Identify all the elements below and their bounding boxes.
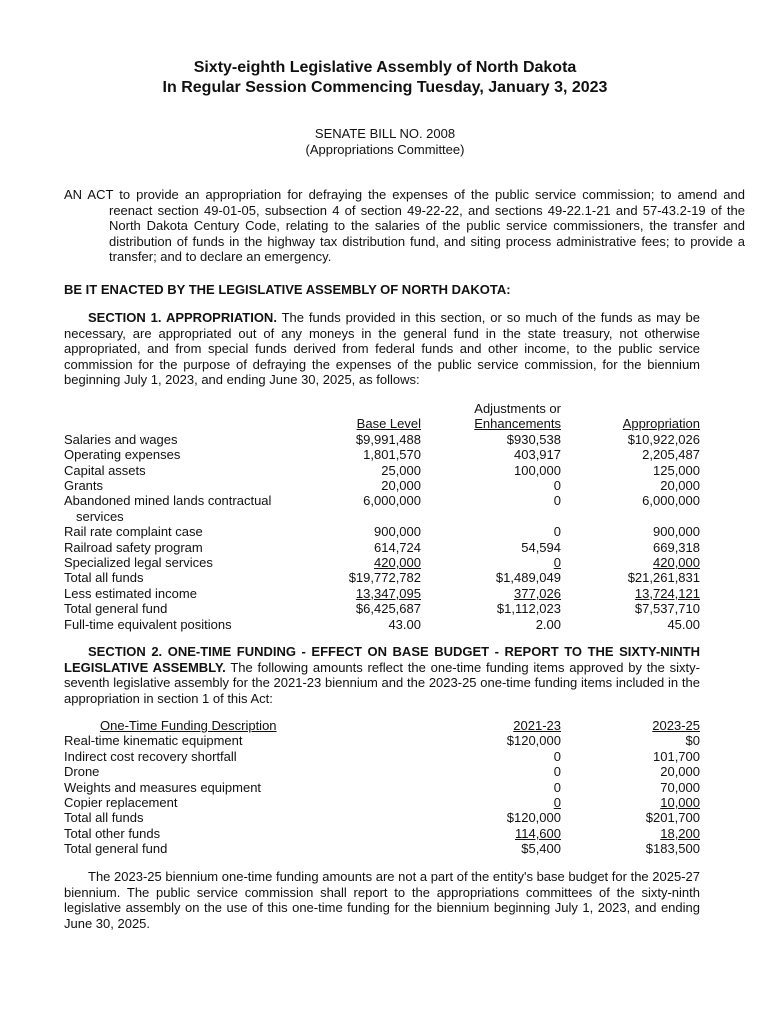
- row-label: Abandoned mined lands contractual services: [64, 493, 272, 524]
- enacting-clause: BE IT ENACTED BY THE LEGISLATIVE ASSEMBLY OF NORTH DAKOTA:: [64, 282, 511, 297]
- base-level-value: $9,991,488: [355, 431, 421, 447]
- row-label: Indirect cost recovery shortfall: [64, 748, 237, 764]
- value-2021-23: 0: [553, 764, 561, 780]
- row-label: Total all funds: [64, 810, 144, 826]
- value-2023-25: 10,000: [660, 794, 700, 810]
- table-row: [64, 601, 700, 616]
- section2-heading: SECTION 2. ONE-TIME FUNDING - EFFECT ON BASE BUDGET - REPORT TO THE SIXTY-NINTH LEGISLATIVE ASSEMBLY.: [64, 644, 700, 675]
- section1-heading: SECTION 1. APPROPRIATION.: [88, 310, 277, 325]
- base-level-value: 614,724: [374, 539, 421, 555]
- value-2023-25: 70,000: [660, 779, 700, 795]
- value-2023-25: $183,500: [645, 841, 700, 857]
- table-row: [64, 540, 700, 555]
- appropriation-value: 2,205,487: [642, 447, 700, 463]
- table-row: [64, 586, 700, 601]
- section1-paragraph: [64, 310, 700, 388]
- section2-paragraph: [64, 644, 700, 706]
- adjustment-value: 2.00: [535, 616, 561, 632]
- section2-text: The following amounts reflect the one-time funding items approved by the sixty-seventh legislative assembly for the 2021-23 biennium and the 2023-25 one-time funding items included in the appropriation in section 1 of this Act:: [64, 659, 700, 706]
- base-level-value: $19,772,782: [348, 570, 421, 586]
- value-2021-23: 114,600: [514, 825, 561, 841]
- value-2023-25: 20,000: [660, 764, 700, 780]
- value-2021-23: 0: [553, 748, 561, 764]
- base-level-value: 13,347,095: [355, 585, 421, 601]
- appropriation-value: 420,000: [653, 554, 700, 570]
- adjustment-value: 403,917: [514, 447, 561, 463]
- committee-name: (Appropriations Committee): [305, 142, 465, 157]
- row-label: Copier replacement: [64, 794, 178, 810]
- session-title: In Regular Session Commencing Tuesday, January 3, 2023: [162, 79, 608, 96]
- appropriation-value: $7,537,710: [634, 601, 700, 617]
- base-level-value: 420,000: [374, 554, 421, 570]
- table-row: [64, 524, 700, 539]
- value-2023-25: $201,700: [645, 810, 700, 826]
- row-label: Salaries and wages: [64, 431, 178, 447]
- value-2023-25: 101,700: [653, 748, 700, 764]
- value-2021-23: $5,400: [521, 841, 561, 857]
- adjustment-value: 0: [553, 554, 561, 570]
- value-2023-25: 18,200: [660, 825, 700, 841]
- table-row: [64, 733, 700, 748]
- col-appropriation: Appropriation: [622, 416, 700, 432]
- col-2023-25: 2023-25: [652, 718, 700, 733]
- col-adjustments: Adjustments or Enhancements: [474, 401, 561, 432]
- section1-text: The funds provided in this section, or so much of the funds as may be necessary, are appropriated out of any moneys in the general fund in the state treasury, not otherwise appropriated, and from special funds derived from federal funds and other income, to the public service commission for the purpose of defraying the expenses of the public service commission, for the biennium beginning July 1, 2023, and ending June 30, 2025, as follows:: [64, 310, 700, 388]
- table-row: [64, 432, 700, 447]
- adjustment-value: 0: [553, 493, 561, 509]
- appropriation-value: 900,000: [653, 524, 700, 540]
- act-title-paragraph: AN ACT to provide an appropriation for defraying the expenses of the public service commission; to amend and reenact section 49-01-05, subsection 4 of section 49-22-22, and sections 49-22.1-21 and 57-43.2-19 of the North Dakota Century Code, relating to the salaries of the public service commissioners, the transfer and distribution of funds in the highway tax distribution fund, and siting process administrative fees; to provide a transfer; and to declare an emergency.: [64, 187, 745, 265]
- value-2021-23: $120,000: [506, 810, 561, 826]
- table-header: [64, 718, 700, 733]
- base-level-value: 43.00: [388, 616, 421, 632]
- table-row: [64, 764, 700, 779]
- table-row: [64, 570, 700, 585]
- adjustment-value: $1,112,023: [496, 601, 561, 617]
- row-label: Real-time kinematic equipment: [64, 733, 243, 749]
- col-2021-23: 2021-23: [513, 718, 561, 733]
- row-label: Full-time equivalent positions: [64, 616, 232, 632]
- adjustment-value: 0: [553, 477, 561, 493]
- assembly-title: Sixty-eighth Legislative Assembly of North Dakota: [193, 59, 577, 76]
- row-label: Weights and measures equipment: [64, 779, 262, 795]
- table-row: [64, 780, 700, 795]
- table-row: [64, 555, 700, 570]
- row-label: Operating expenses: [64, 447, 181, 463]
- table-row: [64, 447, 700, 462]
- adjustment-value: $930,538: [506, 431, 561, 447]
- adjustment-value: 0: [553, 524, 561, 540]
- adjustment-value: 54,594: [521, 539, 561, 555]
- appropriation-value: 13,724,121: [634, 585, 700, 601]
- appropriation-value: 125,000: [653, 462, 700, 478]
- col-base-level: Base Level: [356, 416, 421, 432]
- row-label: Less estimated income: [64, 585, 197, 601]
- base-level-value: 20,000: [381, 477, 421, 493]
- appropriation-value: 6,000,000: [642, 493, 700, 509]
- adjustment-value: 377,026: [514, 585, 561, 601]
- value-2021-23: $120,000: [506, 733, 561, 749]
- adjustment-value: $1,489,049: [495, 570, 561, 586]
- row-label: Grants: [64, 477, 104, 493]
- appropriation-table: [64, 401, 700, 632]
- value-2021-23: 0: [553, 779, 561, 795]
- base-level-value: 1,801,570: [363, 447, 421, 463]
- table-row: [64, 826, 700, 841]
- appropriation-value: $21,261,831: [627, 570, 700, 586]
- row-label: Total general fund: [64, 841, 168, 857]
- row-label: Capital assets: [64, 462, 146, 478]
- row-label: Total all funds: [64, 570, 144, 586]
- bill-number: SENATE BILL NO. 2008: [314, 126, 456, 141]
- table-row: [64, 841, 700, 856]
- base-level-value: 6,000,000: [363, 493, 421, 509]
- row-label: Total other funds: [64, 825, 161, 841]
- appropriation-value: $10,922,026: [627, 431, 700, 447]
- row-label: Drone: [64, 764, 100, 780]
- row-label: Total general fund: [64, 601, 168, 617]
- appropriation-value: 45.00: [667, 616, 700, 632]
- appropriation-value: 669,318: [653, 539, 700, 555]
- base-level-value: $6,425,687: [355, 601, 421, 617]
- row-label: Rail rate complaint case: [64, 524, 203, 540]
- table-row: [64, 617, 700, 632]
- table-row: [64, 463, 700, 478]
- table-row: [64, 493, 700, 524]
- adjustment-value: 100,000: [514, 462, 561, 478]
- value-2021-23: 0: [553, 794, 561, 810]
- table-row: [64, 749, 700, 764]
- table-row: [64, 810, 700, 825]
- value-2023-25: $0: [685, 733, 700, 749]
- base-level-value: 25,000: [381, 462, 421, 478]
- appropriation-value: 20,000: [660, 477, 700, 493]
- row-label: Railroad safety program: [64, 539, 203, 555]
- table-header: [64, 401, 700, 432]
- table-row: [64, 478, 700, 493]
- row-label: Specialized legal services: [64, 554, 213, 570]
- table-row: [64, 795, 700, 810]
- closing-paragraph: The 2023-25 biennium one-time funding amounts are not a part of the entity's base budget for the 2025-27 biennium. The public service commission shall report to the appropriations committees of the sixty-ninth legislative assembly on the use of this one-time funding for the biennium beginning July 1, 2023, and ending June 30, 2025.: [64, 869, 700, 931]
- base-level-value: 900,000: [374, 524, 421, 540]
- col-description: One-Time Funding Description: [100, 718, 277, 733]
- one-time-funding-table: [64, 718, 700, 857]
